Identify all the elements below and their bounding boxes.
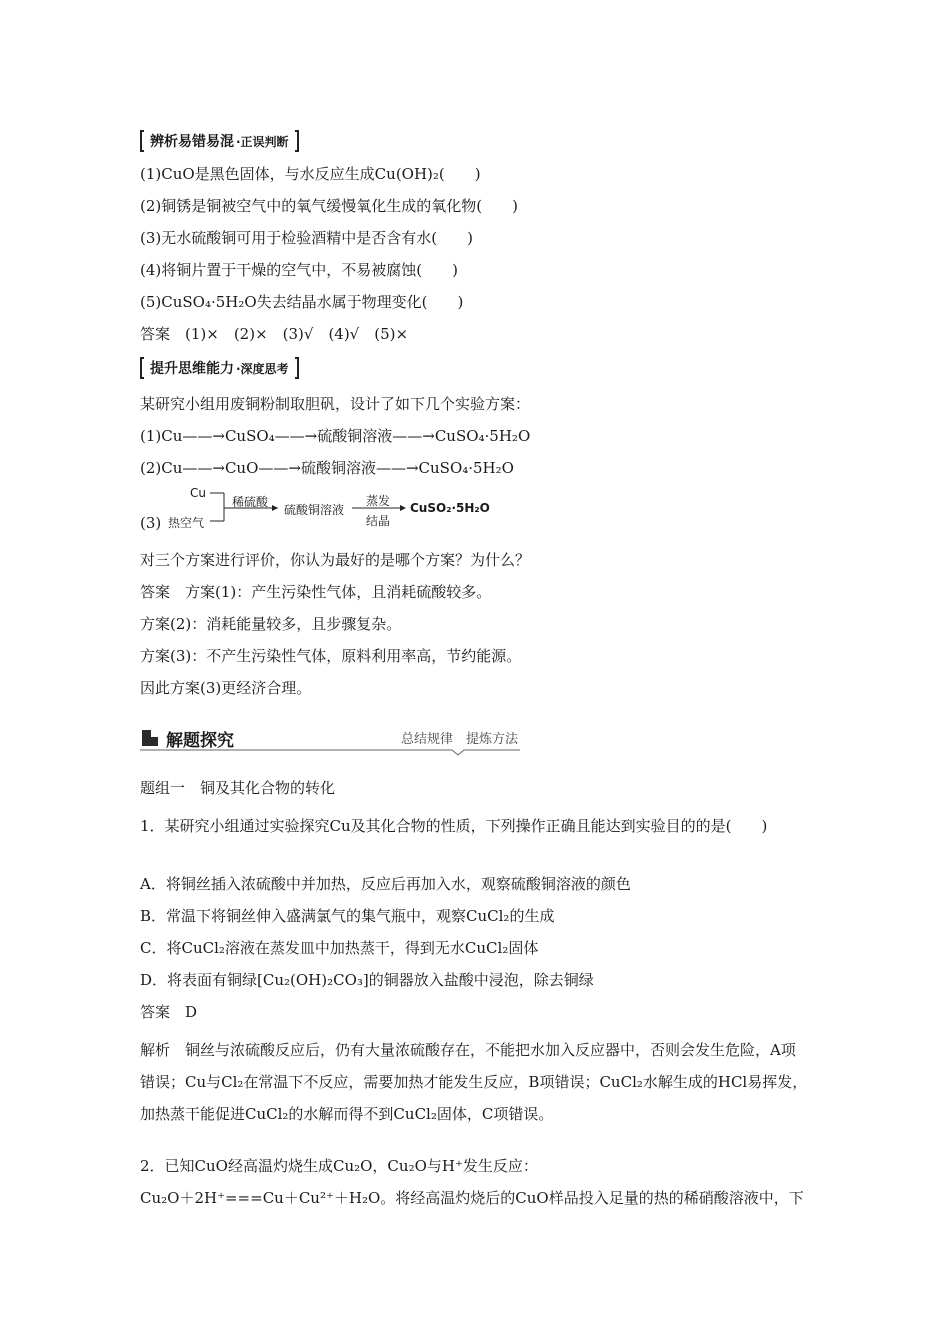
q2-stem: 2．已知CuO经高温灼烧生成Cu₂O，Cu₂O与H⁺发生反应： (140, 1157, 538, 1175)
plan-3-diagram (140, 484, 540, 536)
q1-analysis: 解析 铜丝与浓硫酸反应后，仍有大量浓硫酸存在，不能把水加入反应器中，否则会发生危险，A项错误；Cu与Cl₂在常温下不反应，需要加热才能发生反应，B项错误；CuCl₂水解生成的HCl易挥发，加热蒸干能促进CuCl₂的水解而得不到CuCl₂固体，C项错误。 (140, 1041, 808, 1123)
plan-2: (2)Cu——→CuO——→硫酸铜溶液——→CuSO₄·5H₂O (140, 459, 514, 477)
tag-sub: ·深度思考 (236, 361, 289, 376)
tag-main: 提升思维能力 (150, 361, 234, 377)
reactant-cu: Cu (190, 486, 206, 500)
reactant-hot-air: 热空气 (168, 516, 205, 530)
q1-stem: 1．某研究小组通过实验探究Cu及其化合物的性质，下列操作正确且能达到实验目的的是( ) (140, 817, 768, 835)
section-title: 解题探究 (166, 731, 234, 751)
judge-item-4: (4)将铜片置于干燥的空气中，不易被腐蚀( ) (140, 261, 458, 279)
q1-option-d: D．将表面有铜绿[Cu₂(OH)₂CO₃]的铜器放入盐酸中浸泡，除去铜绿 (140, 971, 594, 989)
section-tag-error-analysis (140, 130, 299, 152)
judge-item-3: (3)无水硫酸铜可用于检验酒精中是否含有水( ) (140, 229, 473, 247)
step-crystallize: 结晶 (366, 514, 391, 528)
judge-item-1: (1)CuO是黑色固体，与水反应生成Cu(OH)₂( ) (140, 165, 481, 183)
section-square-icon (142, 730, 158, 746)
q1-option-c: C．将CuCl₂溶液在蒸发皿中加热蒸干，得到无水CuCl₂固体 (140, 939, 539, 957)
plan-3-number: (3) (140, 514, 162, 532)
q1-answer: 答案 D (140, 1003, 198, 1021)
q1-option-b: B．常温下将铜丝伸入盛满氯气的集气瓶中，观察CuCl₂的生成 (140, 907, 555, 925)
final-product: CuSO₂·5H₂O (410, 501, 490, 515)
product-cuso4-solution: 硫酸铜溶液 (284, 503, 345, 517)
tag-main: 辨析易错易混 (150, 134, 234, 150)
q1-option-a: A．将铜丝插入浓硫酸中并加热，反应后再加入水，观察硫酸铜溶液的颜色 (140, 875, 631, 893)
judge-item-5: (5)CuSO₄·5H₂O失去结晶水属于物理变化( ) (140, 293, 464, 311)
plan-1: (1)Cu——→CuSO₄——→硫酸铜溶液——→CuSO₄·5H₂O (140, 427, 531, 445)
section-subtitle: 总结规律 提炼方法 (400, 732, 518, 747)
question-group: 题组一 铜及其化合物的转化 (140, 779, 336, 797)
section-underline (140, 748, 520, 756)
section-heading (140, 722, 520, 756)
answer-line-4: 因此方案(3)更经济合理。 (140, 679, 312, 697)
q2-continuation: Cu₂O＋2H⁺===Cu＋Cu²⁺＋H₂O。将经高温灼烧后的CuO样品投入足量的热的稀硝酸溶液中，下 (140, 1189, 804, 1207)
tag-sub: ·正误判断 (236, 134, 289, 149)
step-evaporate: 蒸发 (366, 494, 391, 508)
reagent-dilute-acid: 稀硫酸 (232, 495, 269, 509)
judge-item-2: (2)铜锈是铜被空气中的氧气缓慢氧化生成的氧化物( ) (140, 197, 518, 215)
evaluation-question: 对三个方案进行评价，你认为最好的是哪个方案？为什么？ (140, 551, 531, 569)
section-tag-deep-thinking (140, 357, 299, 379)
think-intro: 某研究小组用废铜粉制取胆矾，设计了如下几个实验方案： (140, 395, 531, 413)
answer-line-1: 答案 方案(1)：产生污染性气体，且消耗硫酸较多。 (140, 583, 492, 601)
judge-answer: 答案 (1)× (2)× (3)√ (4)√ (5)× (140, 325, 409, 343)
answer-line-2: 方案(2)：消耗能量较多，且步骤复杂。 (140, 615, 402, 633)
answer-line-3: 方案(3)：不产生污染性气体，原料利用率高，节约能源。 (140, 647, 522, 665)
